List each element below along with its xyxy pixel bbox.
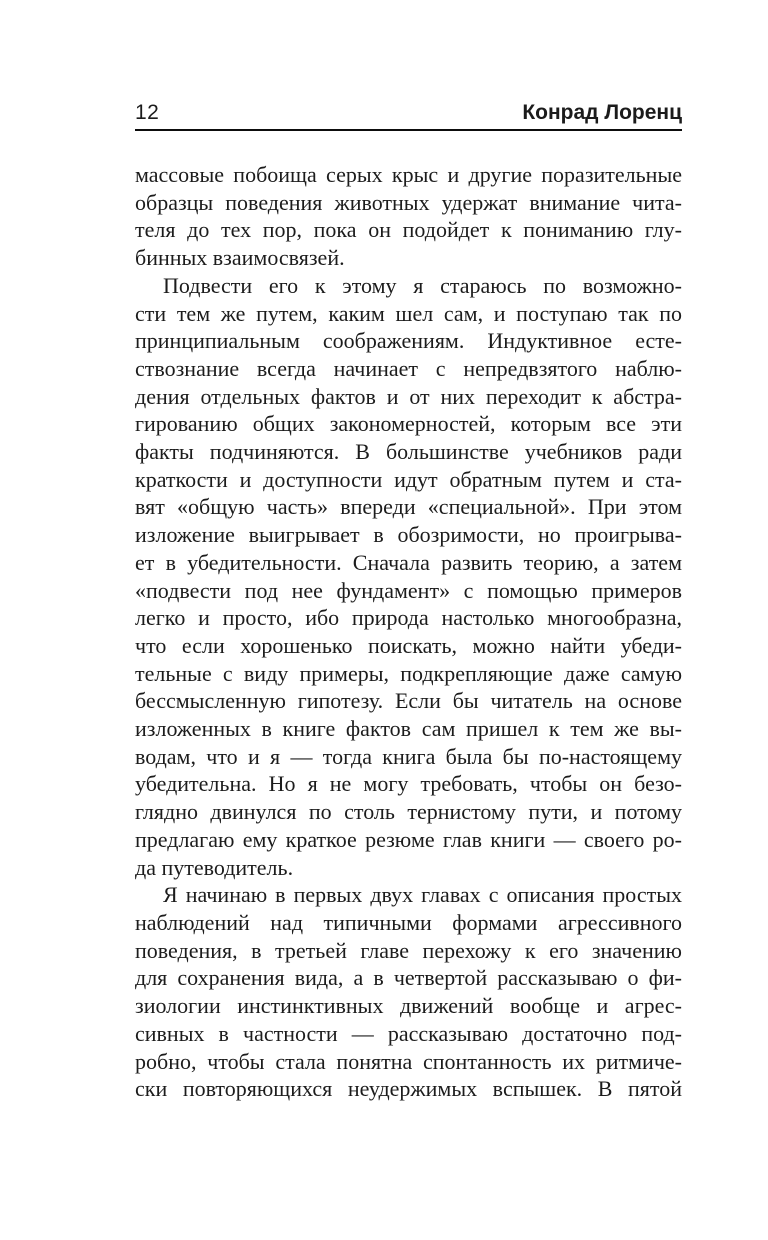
text-line: сти тем же путем, каким шел сам, и поступаю так по (135, 300, 682, 326)
text-line: робно, чтобы стала понятна спонтанность их ритмиче- (135, 1048, 682, 1074)
running-title: Конрад Лоренц (522, 101, 682, 124)
text-line: изложенных в книге фактов сам пришел к тем же вы- (135, 716, 682, 742)
text-line: дения отдельных фактов и от них переходит к абстра- (135, 383, 682, 409)
text-line: ствознание всегда начинает с непредвзятого наблю- (135, 355, 682, 381)
text-line: предлагаю ему краткое резюме глав книги — своего ро- (135, 826, 682, 852)
running-header (135, 101, 682, 131)
text-line: легко и просто, ибо природа настолько многообразна, (135, 605, 682, 631)
text-line: Я начинаю в первых двух главах с описания простых (163, 882, 682, 908)
text-line: принципиальным соображениям. Индуктивное есте- (135, 328, 682, 354)
text-line: тельные с виду примеры, подкрепляющие даже самую (135, 660, 682, 686)
text-block (135, 161, 682, 1103)
text-line: ет в убедительности. Сначала развить теорию, а затем (135, 549, 682, 575)
text-line: глядно двинулся по столь тернистому пути, и потому (135, 799, 682, 825)
text-line: ски повторяющихся неудержимых вспышек. В пятой (135, 1076, 682, 1102)
text-line: бинных взаимосвязей. (135, 245, 345, 271)
text-line: факты подчиняются. В большинстве учебников ради (135, 439, 682, 465)
text-line: убедительна. Но я не могу требовать, чтобы он безо- (135, 771, 682, 797)
text-line: водам, что и я — тогда книга была бы по-настоящему (135, 743, 682, 769)
text-line: образцы поведения животных удержат внимание чита- (135, 189, 682, 215)
text-line: «подвести под нее фундамент» с помощью примеров (135, 577, 682, 603)
text-line: краткости и доступности идут обратным путем и ста- (135, 466, 682, 492)
text-line: гированию общих закономерностей, которым все эти (135, 411, 682, 437)
text-line: изложение выигрывает в обозримости, но проигрыва- (135, 522, 682, 548)
text-line: сивных в частности — рассказываю достаточно под- (135, 1020, 682, 1046)
text-line: бессмысленную гипотезу. Если бы читатель на основе (135, 688, 682, 714)
text-line: наблюдений над типичными формами агрессивного (135, 909, 682, 935)
text-line: да путеводитель. (135, 854, 294, 880)
page-number: 12 (135, 101, 160, 124)
text-line: для сохранения вида, а в четвертой рассказываю о фи- (135, 965, 682, 991)
text-line: массовые побоища серых крыс и другие поразительные (135, 162, 682, 187)
text-line: что если хорошенько поискать, можно найти убеди- (135, 632, 682, 658)
text-line: поведения, в третьей главе перехожу к его значению (135, 937, 682, 963)
text-line: Подвести его к этому я стараюсь по возможно- (163, 272, 682, 298)
text-line: теля до тех пор, пока он подойдет к пониманию глу- (135, 217, 682, 243)
text-line: вят «общую часть» впереди «специальной». При этом (135, 494, 682, 520)
text-line: зиологии инстинктивных движений вообще и агрес- (135, 993, 682, 1019)
